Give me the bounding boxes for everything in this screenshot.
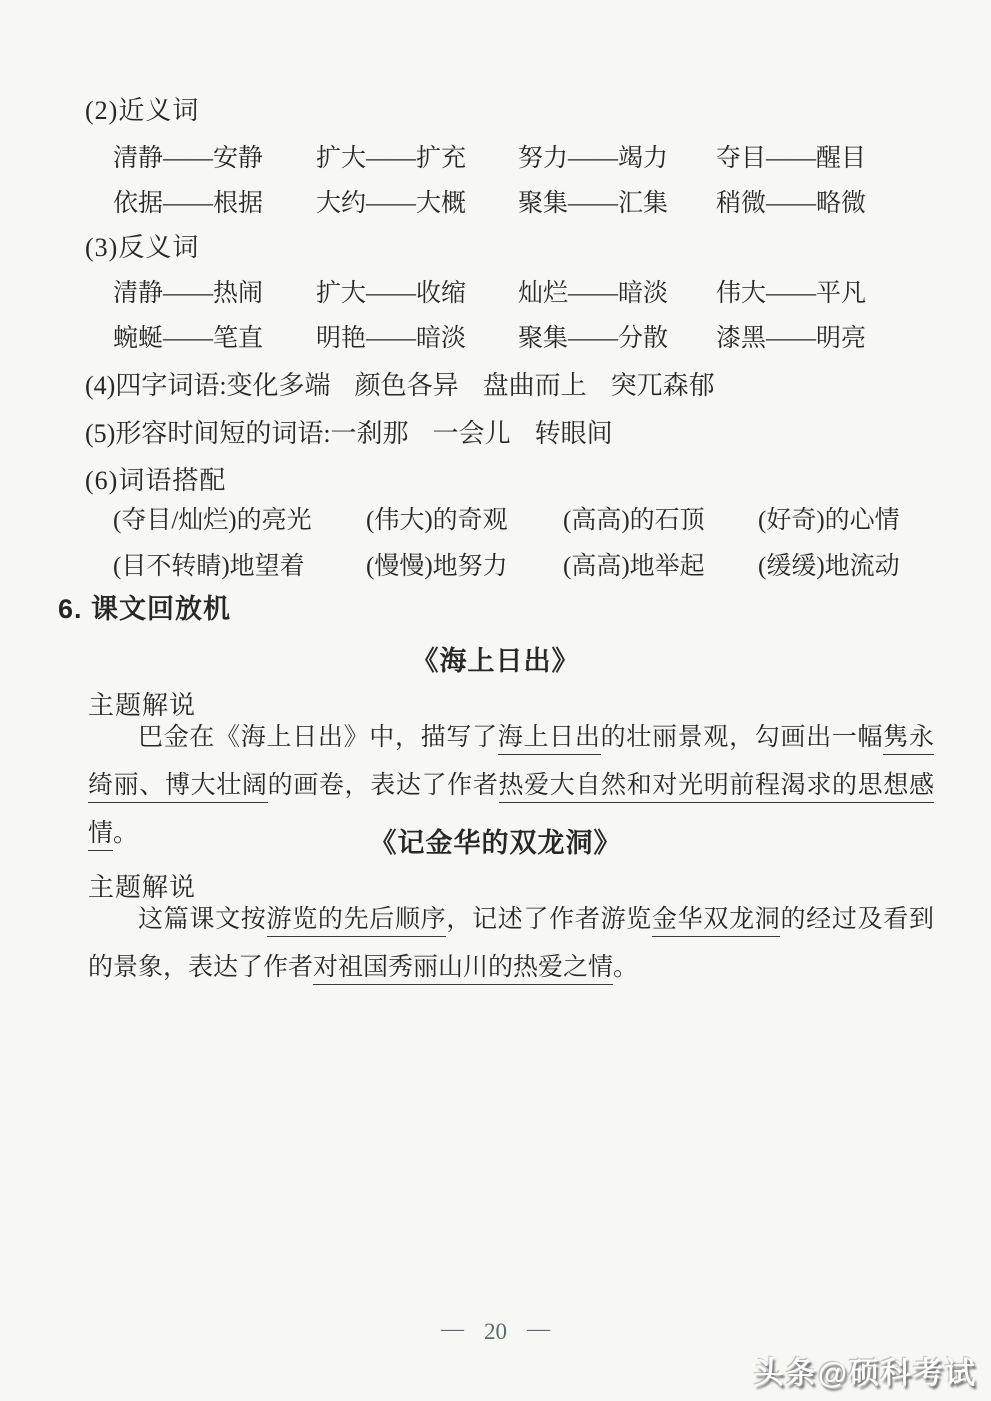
text-segment: 巴金在《海上日出》中，描写了 [138, 724, 498, 751]
word-pair: 聚集——分散 [518, 325, 669, 352]
collocation: (伟大)的奇观 [366, 507, 508, 534]
review-section-heading: 6. 课文回放机 [58, 594, 232, 624]
antonyms-grid [113, 278, 913, 355]
collocation: (夺目/灿烂)的亮光 [113, 507, 312, 534]
collocation: (好奇)的心情 [758, 507, 900, 534]
short-time-word: 一会儿 [432, 419, 511, 448]
word-pair: 清静——热闹 [113, 280, 264, 307]
collocation: (慢慢)地努力 [366, 553, 508, 580]
word-pair: 扩大——收缩 [316, 280, 467, 307]
four-char-word: 颜色各异 [354, 371, 459, 400]
page-number-dash: — [441, 1316, 464, 1341]
collocation: (高高)的石顶 [563, 507, 705, 534]
text-segment: 的壮丽景观，勾画出一幅 [600, 724, 884, 751]
synonyms-grid [113, 143, 913, 220]
four-char-heading: (4)四字词语: [85, 371, 227, 400]
word-pair: 明艳——暗淡 [316, 325, 467, 352]
text-segment: 这篇课文按 [138, 906, 267, 933]
watermark: 头条@硕科考试 [753, 1357, 977, 1390]
word-pair: 灿烂——暗淡 [518, 280, 669, 307]
word-pair: 大约——大概 [316, 190, 467, 217]
collocations-heading: (6)词语搭配 [85, 466, 227, 495]
page-footer [0, 1318, 991, 1346]
short-time-word: 一刹那 [330, 419, 409, 448]
short-time-word: 转眼间 [534, 419, 613, 448]
lesson-subtitle: 主题解说 [88, 691, 197, 720]
word-pair: 清静——安静 [113, 145, 264, 172]
underlined-segment: 隽永绮丽、博大壮阔 [88, 724, 934, 803]
lesson-title-sunrise: 《海上日出》 [411, 646, 580, 676]
page-number-dash: — [527, 1316, 550, 1341]
four-char-word: 盘曲而上 [482, 371, 587, 400]
underlined-segment: 游览的先后顺序 [267, 906, 447, 937]
text-segment: 的画卷，表达了作者 [267, 772, 499, 799]
word-pair: 漆黑——明亮 [716, 325, 867, 352]
lesson-subtitle: 主题解说 [88, 873, 197, 902]
word-pair: 蜿蜒——笔直 [113, 325, 264, 352]
word-pair: 伟大——平凡 [716, 280, 867, 307]
synonyms-heading: (2)近义词 [85, 96, 200, 125]
four-char-line [85, 370, 715, 402]
collocations-grid [113, 505, 933, 583]
word-pair: 扩大——扩充 [316, 145, 467, 172]
four-char-word: 突兀森郁 [610, 371, 715, 400]
text-segment: 。 [113, 820, 139, 847]
underlined-segment: 对祖国秀丽山川的热爱之情 [313, 954, 613, 985]
collocation: (缓缓)地流动 [758, 553, 900, 580]
collocation: (目不转睛)地望着 [113, 553, 305, 580]
underlined-segment: 海上日出 [498, 724, 601, 755]
lesson-paragraph-double-dragon-cave [88, 896, 934, 992]
text-segment: 。 [613, 954, 639, 981]
word-pair: 聚集——汇集 [518, 190, 669, 217]
word-pair: 努力——竭力 [518, 145, 669, 172]
four-char-word: 变化多端 [226, 371, 331, 400]
short-time-heading: (5)形容时间短的词语: [85, 419, 331, 448]
collocation: (高高)地举起 [563, 553, 705, 580]
underlined-segment: 热爱大自然和对光明前程渴求的思想感情 [88, 772, 934, 851]
text-segment: ，记述了作者游览 [446, 906, 652, 933]
antonyms-heading: (3)反义词 [85, 233, 200, 262]
underlined-segment: 金华双龙洞 [652, 906, 781, 937]
short-time-line [85, 418, 613, 450]
word-pair: 依据——根据 [113, 190, 264, 217]
page-number: 20 [484, 1319, 507, 1344]
word-pair: 夺目——醒目 [716, 145, 867, 172]
word-pair: 稍微——略微 [716, 190, 867, 217]
text-segment: 的经过及看到的景象，表达了作者 [88, 906, 934, 981]
lesson-title-double-dragon-cave: 《记金华的双龙洞》 [369, 828, 622, 858]
